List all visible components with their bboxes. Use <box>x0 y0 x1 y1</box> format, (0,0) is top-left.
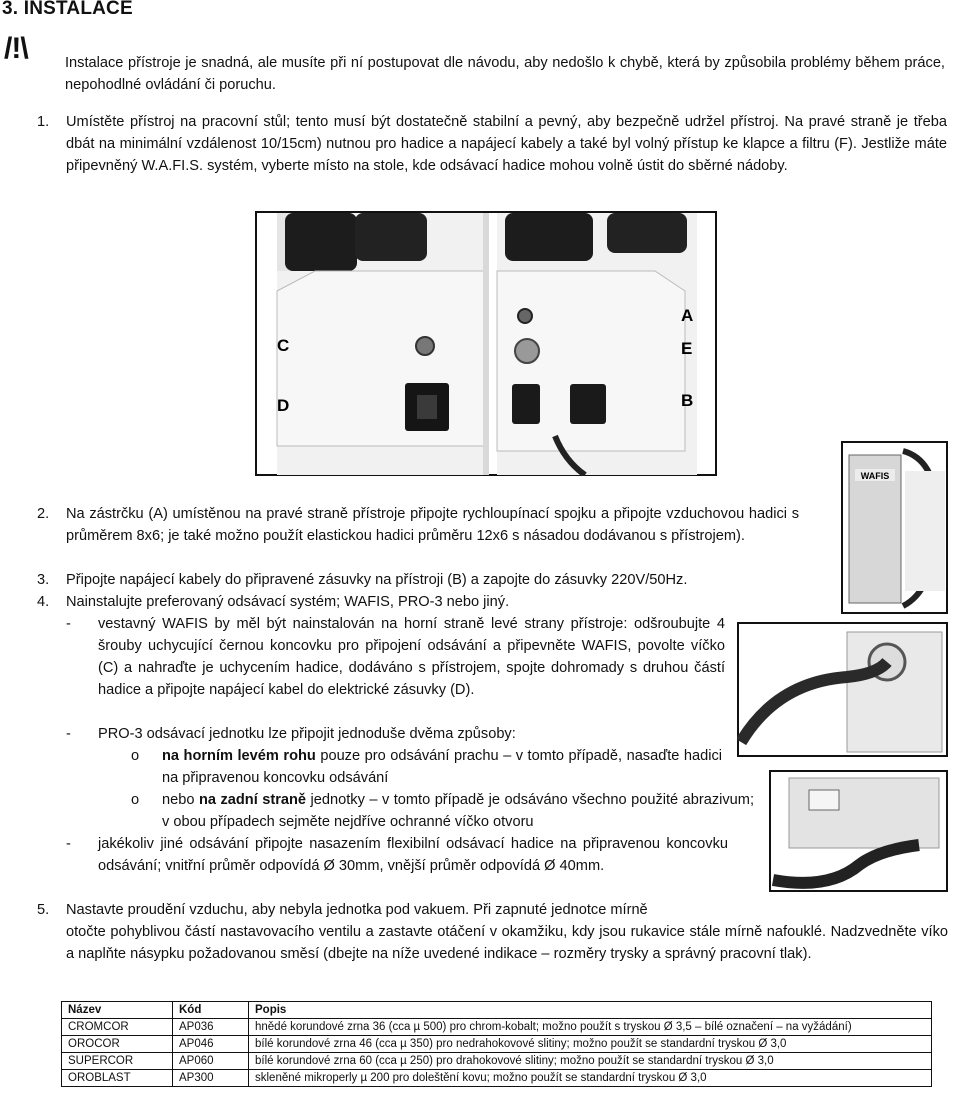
label-e: E <box>681 339 693 358</box>
connector-a <box>518 309 532 323</box>
bullet-dash: - <box>66 726 71 742</box>
col-header: Název <box>62 1002 173 1019</box>
cell-code: AP046 <box>173 1036 249 1053</box>
section-number: 3. <box>2 0 19 19</box>
socket-b <box>570 384 606 424</box>
warning-text: Instalace přístroje je snadná, ale musíte při ní postupovat dle návodu, aby nedošlo k chybě, která by způsobila problémy během práce, nepohodlné ovládání či poruchu. <box>65 55 945 93</box>
cell-name: OROBLAST <box>62 1070 173 1087</box>
sub-bullet-marker: o <box>131 792 140 808</box>
step-number: 4. <box>37 594 50 610</box>
bullet-other: jakékoliv jiné odsávání připojte nasazením flexibilní odsávací hadice na připravenou koncovku odsávání; vnitřní průměr odpovídá Ø 30mm, vnější průměr odpovídá Ø 40mm. <box>98 836 728 874</box>
step-text: Připojte napájecí kabely do připravené zásuvky na přístroji (B) a zapojte do zásuvky 220V/50Hz. <box>66 572 688 588</box>
table-header-row <box>62 1002 932 1019</box>
sub-bullet-bold: na zadní straně <box>198 792 307 808</box>
cell-name: CROMCOR <box>62 1019 173 1036</box>
table-row <box>62 1053 932 1070</box>
abrasives-table <box>61 1001 932 1087</box>
col-header: Popis <box>249 1002 932 1019</box>
sub-bullet-pre: nebo <box>162 792 199 808</box>
cell-desc: bílé korundové zrna 60 (cca µ 250) pro drahokovové slitiny; možno použít se standardní tryskou Ø 3,0 <box>249 1053 932 1070</box>
cell-code: AP036 <box>173 1019 249 1036</box>
cell-name: SUPERCOR <box>62 1053 173 1070</box>
step-2 <box>37 503 799 569</box>
cell-code: AP060 <box>173 1053 249 1070</box>
pro3-top-photo <box>737 622 948 757</box>
air-inlet-c <box>416 337 434 355</box>
cell-desc: skleněné mikroperly µ 200 pro doleštění kovu; možno použít se standardní tryskou Ø 3,0 <box>249 1070 932 1087</box>
sub-bullet-marker: o <box>131 748 140 764</box>
sub-bullet-bold: na horním levém rohu <box>162 748 316 764</box>
sub-bullet-text: jednotky – v tomto případě je odsáváno všechno použité abrazivum; v obou případech sejměte nejdříve ochranné víčko otvoru <box>162 792 755 830</box>
wafis-photo <box>841 441 948 614</box>
table-row <box>62 1036 932 1053</box>
label-c: C <box>277 336 290 355</box>
sub-bullet-top-corner <box>162 745 722 789</box>
step-1 <box>37 111 947 199</box>
label-a: A <box>681 306 694 325</box>
bullet-wafis: vestavný WAFIS by měl být nainstalován na horní straně levé strany přístroje: odšroubujte 4 šrouby uchycující černou koncovku pro připojení odsávání a připevněte WAFIS, povolte víčko (C) a nahraďte je uchycením hadice, dodáváno s přístrojem, spojte dohromady s druhou částí hadice a připojte napájecí kabel do elektrické zásuvky (D). <box>98 616 725 698</box>
cell-desc: bílé korundové zrna 46 (cca µ 350) pro nedrahokovové slitiny; možno použít se standardní tryskou Ø 3,0 <box>249 1036 932 1053</box>
wafis-text: WAFIS <box>860 471 890 481</box>
step-text: Nainstalujte preferovaný odsávací systém; WAFIS, PRO-3 nebo jiný. <box>66 594 510 610</box>
cell-name: OROCOR <box>62 1036 173 1053</box>
pro3-rear-photo <box>769 770 948 892</box>
col-header: Kód <box>173 1002 249 1019</box>
step-3 <box>37 569 799 591</box>
step-number: 2. <box>37 506 50 522</box>
cell-desc: hnědé korundové zrna 36 (cca µ 500) pro chrom-kobalt; možno použít s tryskou Ø 3,5 – bílé označení – na vyžádání) <box>249 1019 932 1036</box>
step-number: 3. <box>37 572 50 588</box>
device-photo <box>255 211 717 476</box>
step-text: Umístěte přístroj na pracovní stůl; tento musí být dostatečně stabilní a pevný, aby bezpečně udržel přístroj. Na pravé straně je třeba dbát na minimální vzdálenost 10/15cm) nutnou pro hadice a napájecí kabely a také byl volný přístup ke klapce a filtru (F). Jestliže máte připevněný W.A.FI.S. systém, vyberte místo na stole, kde odsávací hadice mohou volně ústit do sběrné nádoby. <box>66 114 947 174</box>
section-title: INSTALACE <box>23 0 133 19</box>
sub-bullet-text: pouze pro odsávání prachu – v tomto případě, nasaďte hadici na připravenou koncovku odsávání <box>162 748 723 786</box>
step-text: Na zástrčku (A) umístěnou na pravé straně přístroje připojte rychloupínací spojku a připojte vzduchovou hadici s průměrem 8x6; je také možno použít elastickou hadici průměru 12x6 s násadou dodávanou s přístrojem). <box>66 506 799 544</box>
knob-e <box>515 339 539 363</box>
step-number: 1. <box>37 114 50 130</box>
bullet-dash: - <box>66 616 71 632</box>
bullet-dash: - <box>66 836 71 852</box>
step-5-number: 5. <box>37 902 50 918</box>
table-row <box>62 1019 932 1036</box>
label-d: D <box>277 396 290 415</box>
label-b: B <box>681 391 694 410</box>
section-heading <box>2 0 133 20</box>
sub-bullet-rear <box>162 789 754 833</box>
cell-code: AP300 <box>173 1070 249 1087</box>
step-5-text: otočte pohyblivou částí nastavovacího ventilu a zastavte otáčení v okamžiku, kdy jsou rukavice stále mírně nafouklé. Nadzvedněte víko a naplňte násypku požadovanou směsí (dbejte na níže uvedené indikace – rozměry trysky a správný pracovní tlak). <box>66 924 948 962</box>
table-row <box>62 1070 932 1087</box>
step-4 <box>37 591 799 613</box>
warning-icon: /!\ <box>4 32 28 65</box>
step-5-first-line: Nastavte proudění vzduchu, aby nebyla jednotka pod vakuem. Při zapnuté jednotce mírně <box>66 902 648 918</box>
bullet-pro3: PRO-3 odsávací jednotku lze připojit jednoduše dvěma způsoby: <box>98 726 516 742</box>
